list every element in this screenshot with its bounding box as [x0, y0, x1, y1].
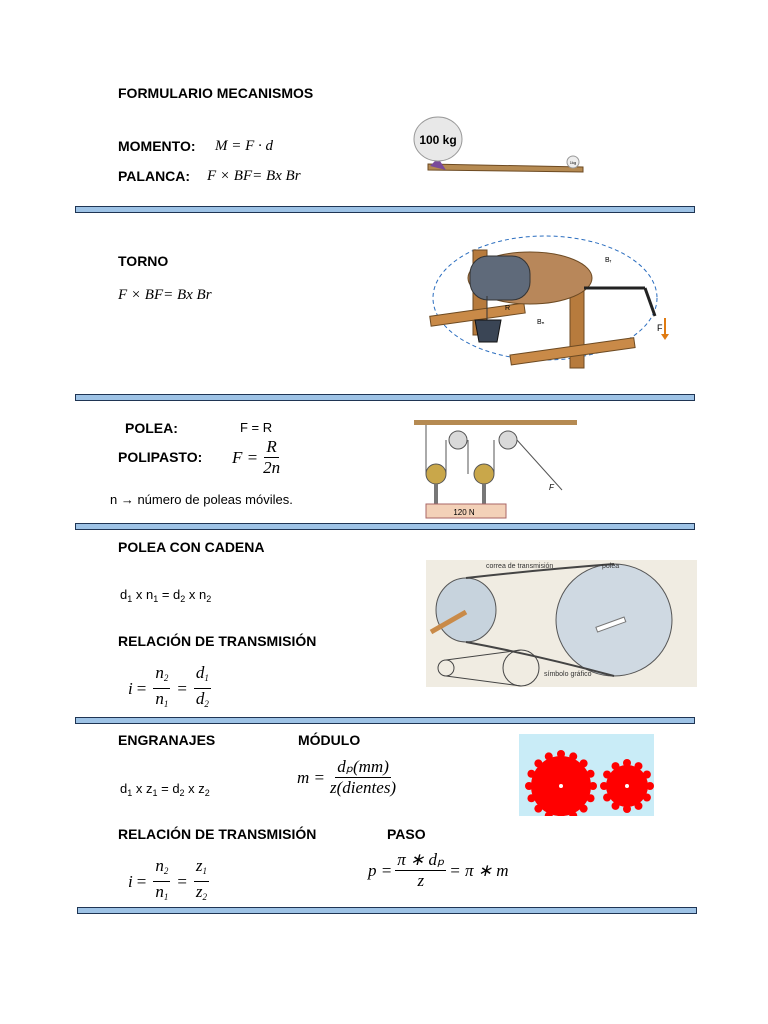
page-title: FORMULARIO MECANISMOS: [118, 85, 314, 101]
relacion2-label: RELACIÓN DE TRANSMISIÓN: [118, 826, 317, 842]
cadena-label: POLEA CON CADENA: [118, 539, 265, 555]
polipasto-illustration: [412, 418, 582, 520]
gear-tooth: [600, 782, 608, 790]
gear-tooth: [589, 782, 597, 790]
section-divider-4: [75, 717, 695, 724]
momento-label: MOMENTO:: [118, 138, 196, 154]
weight-small-label: 1kg: [569, 160, 577, 165]
gear-tooth: [527, 794, 535, 802]
relacion1-formula: i = $\frac{n_2}{n_1}$ = $\frac{d_1}{d_2}$: [128, 663, 209, 709]
section-divider-2: [75, 394, 695, 401]
engranajes-label: ENGRANAJES: [118, 732, 216, 748]
gear-tooth: [635, 762, 643, 770]
gear-tooth: [569, 752, 577, 760]
correa-label: correa de transmisión: [486, 563, 554, 570]
palanca-formula: F × BF= Bx Br: [207, 168, 301, 184]
gear-tooth: [603, 771, 611, 779]
gear-tooth: [623, 805, 631, 813]
simbolo-label: símbolo gráfico: [544, 671, 592, 678]
cadena-formula: $d_1$ x $n_1 = d_2$ x $n_2$: [120, 587, 212, 604]
section-divider-5: [77, 907, 697, 914]
gear-tooth: [580, 759, 588, 767]
paso-formula: p = $\frac{\text{π ∗ dₚ}}{z}$ = π ∗ m: [368, 850, 509, 890]
polipasto-num: R: [266, 437, 277, 456]
gear-tooth: [623, 759, 631, 767]
section-divider-1: [75, 206, 695, 213]
gear-tooth: [525, 782, 533, 790]
palanca-label: PALANCA:: [118, 168, 191, 184]
polipasto-formula: [232, 437, 285, 478]
gear-tooth: [527, 770, 535, 778]
polipasto-note: n → número de poleas móviles.: [110, 492, 293, 507]
polipasto-weight-label: 120 N: [453, 508, 475, 517]
gear-tooth: [612, 762, 620, 770]
gear-tooth: [534, 759, 542, 767]
polipasto-lhs: F =: [232, 447, 259, 467]
gear-tooth: [534, 805, 542, 813]
gear-tooth: [587, 770, 595, 778]
gear-tooth: [646, 782, 654, 790]
lever-illustration: [408, 112, 588, 182]
gear-tooth: [545, 752, 553, 760]
modulo-label: MÓDULO: [298, 732, 361, 748]
modulo-formula: m = $\frac{\text{dₚ(mm)}}{\text{z(dientes)}}$: [297, 757, 397, 797]
torno-formula: F × BF= Bx Br: [118, 287, 212, 303]
engranajes-formula: $d_1$ x $z_1 = d_2$ x $z_2$: [120, 781, 210, 798]
torno-illustration: [425, 228, 670, 383]
polipasto-den: 2n: [263, 458, 281, 477]
gear-tooth: [612, 802, 620, 810]
torno-f-label: F: [657, 323, 663, 333]
correa-illustration: [426, 560, 697, 687]
weight-big-label: 100 kg: [419, 133, 457, 147]
torno-r-label: R: [505, 305, 511, 312]
paso-label: PASO: [387, 826, 426, 842]
gear-tooth: [635, 802, 643, 810]
torno-bn-label: Bₙ: [537, 319, 545, 326]
polipasto-f-label: F: [549, 483, 554, 492]
relacion2-formula: i = $\frac{n_2}{n_1}$ = $\frac{z_1}{z_2}$: [128, 856, 208, 902]
polipasto-label: POLIPASTO:: [118, 449, 203, 465]
polea-img-label: polea: [602, 563, 620, 570]
gear-tooth: [603, 794, 611, 802]
polea-formula: F = R: [240, 420, 273, 435]
gear-tooth: [643, 771, 651, 779]
torno-label: TORNO: [118, 253, 169, 269]
gear-tooth: [587, 794, 595, 802]
gear-tooth: [557, 750, 565, 758]
polea-label: POLEA:: [125, 420, 178, 436]
gear-tooth: [580, 805, 588, 813]
momento-formula: M = F · d: [215, 138, 274, 154]
gear-tooth: [643, 794, 651, 802]
torno-b-label: Bᵣ: [605, 257, 612, 264]
relacion1-label: RELACIÓN DE TRANSMISIÓN: [118, 633, 317, 649]
gears-illustration: [519, 734, 654, 816]
section-divider-3: [75, 523, 695, 530]
